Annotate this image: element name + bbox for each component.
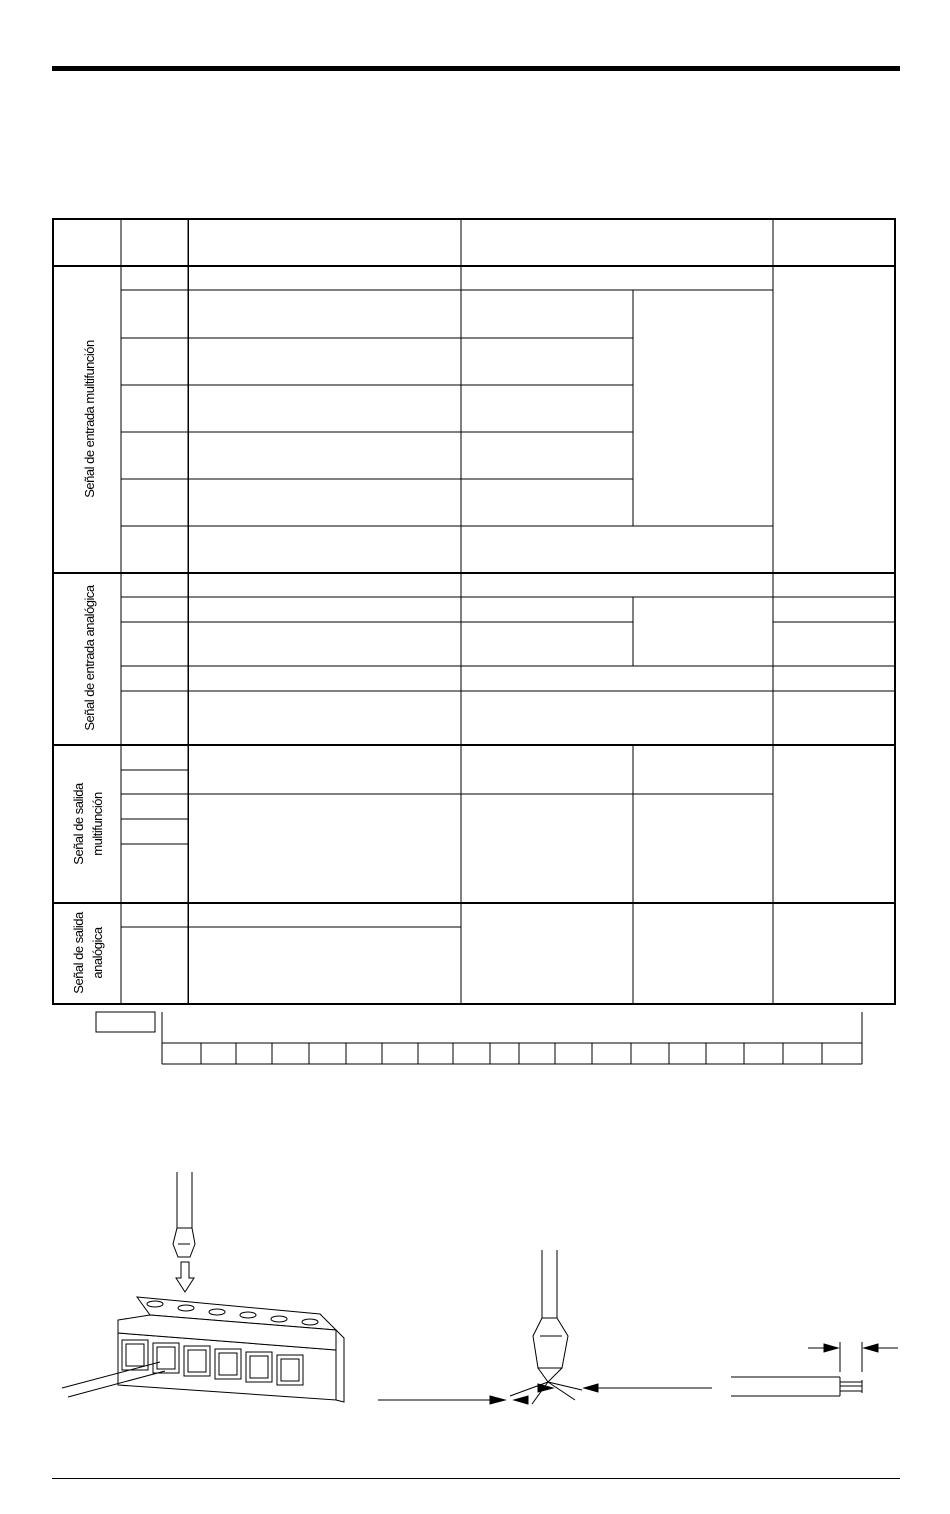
label-analog-output-2: analógica — [90, 927, 105, 979]
table-group-labels — [71, 340, 105, 994]
label-analog-output-1: Señal de salida — [71, 912, 86, 994]
label-multifunction-output-2: multifunción — [90, 792, 105, 856]
label-analog-input: Señal de entrada analógica — [82, 585, 97, 731]
terminal-block-illustration — [62, 1172, 344, 1402]
terminal-table — [53, 219, 895, 1004]
terminal-strip-diagram — [96, 1012, 862, 1064]
label-multifunction-output-1: Señal de salida — [71, 783, 86, 865]
screwdriver-blade-illustration — [378, 1250, 712, 1404]
bottom-rule — [52, 1478, 900, 1479]
wire-strip-illustration — [731, 1342, 898, 1396]
label-multifunction-input: Señal de entrada multifunción — [82, 340, 97, 498]
